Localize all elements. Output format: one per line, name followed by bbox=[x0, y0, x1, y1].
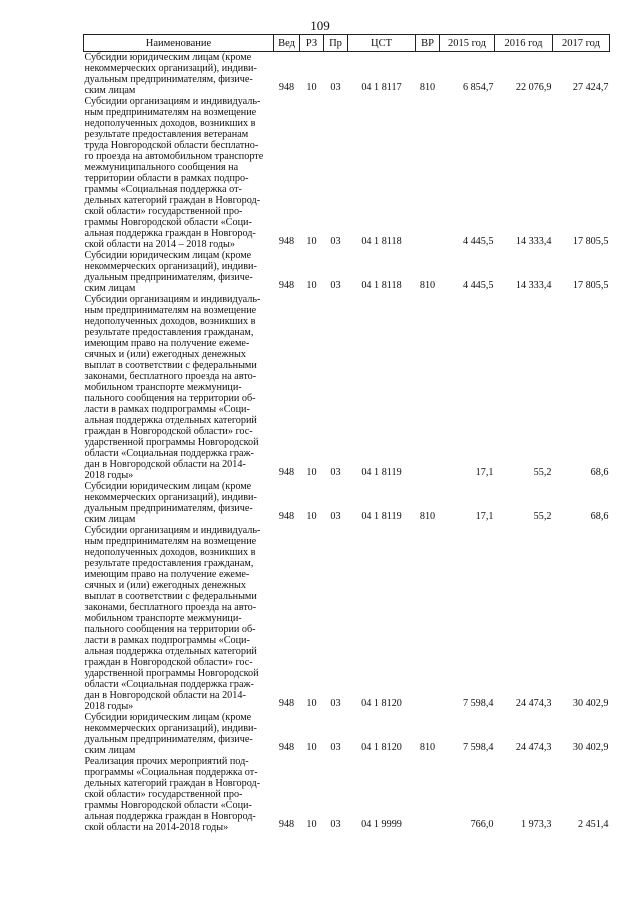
row-name-cell bbox=[84, 294, 274, 481]
row-name-line: сячных и (или) ежегодных денежных bbox=[84, 580, 246, 591]
row-cst: 04 1 9999 bbox=[361, 819, 402, 830]
row-name-line: граммы Новгородской области «Соци- bbox=[84, 217, 252, 228]
header-pr: Пр bbox=[324, 35, 348, 52]
row-name-line: Субсидии организациям и индивидуаль- bbox=[84, 96, 261, 107]
row-pr: 03 bbox=[330, 236, 341, 247]
row-amount-2016: 55,2 bbox=[533, 511, 552, 522]
row-name-line: выплат в соответствии с федеральными bbox=[84, 360, 257, 371]
row-ved: 948 bbox=[278, 82, 295, 93]
header-ved: Вед bbox=[274, 35, 300, 52]
row-name-line: пального сообщения на территории об- bbox=[84, 393, 256, 404]
row-name-line: мобильном транспорте межмуници- bbox=[84, 382, 242, 393]
row-rz: 10 bbox=[306, 236, 317, 247]
row-name-line: программы «Социальная поддержка от- bbox=[84, 767, 258, 778]
header-name: Наименование bbox=[84, 35, 274, 52]
row-pr: 03 bbox=[330, 280, 341, 291]
row-name-line: альная поддержка граждан в Новгород- bbox=[84, 811, 256, 822]
budget-table bbox=[83, 34, 610, 833]
row-name-line: 2018 годы» bbox=[84, 701, 134, 712]
header-2017: 2017 год bbox=[553, 35, 610, 52]
row-amount-2016: 24 474,3 bbox=[515, 698, 552, 709]
row-name-line: ударственной программы Новгородской bbox=[84, 437, 259, 448]
row-rz: 10 bbox=[306, 82, 317, 93]
row-amount-2016: 55,2 bbox=[533, 467, 552, 478]
row-cst: 04 1 8119 bbox=[361, 467, 402, 478]
row-cst: 04 1 8117 bbox=[361, 82, 402, 93]
row-name-line: ским лицам bbox=[84, 514, 136, 525]
row-name-line: ской области на 2014 – 2018 годы» bbox=[84, 239, 235, 250]
row-ved: 948 bbox=[278, 698, 295, 709]
row-rz: 10 bbox=[306, 280, 317, 291]
table-header-row bbox=[84, 35, 610, 52]
row-vr bbox=[416, 96, 440, 250]
row-name-line: ным предпринимателям на возмещение bbox=[84, 107, 257, 118]
row-name-line: дан в Новгородской области на 2014- bbox=[84, 690, 246, 701]
row-amount-2017: 17 805,5 bbox=[572, 280, 609, 291]
row-name-line: ласти в рамках подпрограммы «Соци- bbox=[84, 404, 250, 415]
row-name-cell bbox=[84, 52, 274, 97]
row-amount-2016: 1 973,3 bbox=[520, 819, 552, 830]
row-name-line: некоммерческих организаций), индиви- bbox=[84, 261, 257, 272]
row-name-line: ской области на 2014-2018 годы» bbox=[84, 822, 229, 833]
row-pr: 03 bbox=[330, 467, 341, 478]
row-name-line: ской области» государственной про- bbox=[84, 789, 243, 800]
row-name-line: го проезда на автомобильном транспорте bbox=[84, 151, 264, 162]
page-number: 109 bbox=[310, 18, 330, 33]
row-name-line: дуальным предпринимателям, физиче- bbox=[84, 272, 253, 283]
table-row bbox=[84, 294, 610, 481]
row-name-line: граждан в Новгородской области» гос- bbox=[84, 657, 253, 668]
row-name-line: некоммерческих организаций), индиви- bbox=[84, 723, 257, 734]
row-amount-2017: 68,6 bbox=[590, 467, 609, 478]
row-name-line: Субсидии юридическим лицам (кроме bbox=[84, 52, 252, 63]
row-name-line: результате предоставления гражданам, bbox=[84, 558, 254, 569]
row-name-line: альная поддержка отдельных категорий bbox=[84, 415, 257, 426]
row-vr: 810 bbox=[419, 511, 436, 522]
row-vr bbox=[416, 294, 440, 481]
row-pr: 03 bbox=[330, 698, 341, 709]
row-name-line: ударственной программы Новгородской bbox=[84, 668, 259, 679]
row-name-line: недополученных доходов, возникших в bbox=[84, 547, 256, 558]
row-name-line: ским лицам bbox=[84, 283, 136, 294]
row-name-line: имеющим право на получение ежеме- bbox=[84, 338, 250, 349]
row-name-line: мобильном транспорте межмуници- bbox=[84, 613, 242, 624]
row-amount-2015: 6 854,7 bbox=[462, 82, 494, 93]
table-row bbox=[84, 756, 610, 833]
row-cst: 04 1 8119 bbox=[361, 511, 402, 522]
row-name-line: 2018 годы» bbox=[84, 470, 134, 481]
row-amount-2016: 24 474,3 bbox=[515, 742, 552, 753]
row-name-cell bbox=[84, 756, 274, 833]
row-vr: 810 bbox=[419, 742, 436, 753]
header-vr: ВР bbox=[416, 35, 440, 52]
header-2015: 2015 год bbox=[440, 35, 495, 52]
row-amount-2015: 17,1 bbox=[475, 467, 494, 478]
row-name-line: законами, бесплатного проезда на авто- bbox=[84, 371, 257, 382]
row-name-line: ным предпринимателям на возмещение bbox=[84, 536, 257, 547]
row-name-line: территории области в рамках подпро- bbox=[84, 173, 249, 184]
table-row bbox=[84, 712, 610, 756]
row-name-line: некоммерческих организаций), индиви- bbox=[84, 492, 257, 503]
row-name-cell bbox=[84, 96, 274, 250]
row-name-line: Субсидии организациям и индивидуаль- bbox=[84, 525, 261, 536]
row-pr: 03 bbox=[330, 511, 341, 522]
row-cst: 04 1 8118 bbox=[361, 280, 402, 291]
table-row bbox=[84, 481, 610, 525]
row-pr: 03 bbox=[330, 819, 341, 830]
row-amount-2017: 30 402,9 bbox=[572, 698, 609, 709]
row-amount-2017: 2 451,4 bbox=[577, 819, 609, 830]
row-name-line: области «Социальная поддержка граж- bbox=[84, 679, 254, 690]
row-name-line: недополученных доходов, возникших в bbox=[84, 316, 256, 327]
row-rz: 10 bbox=[306, 819, 317, 830]
table-row bbox=[84, 250, 610, 294]
row-amount-2015: 7 598,4 bbox=[462, 698, 494, 709]
row-name-line: межмуниципального сообщения на bbox=[84, 162, 239, 173]
row-name-line: дельных категорий граждан в Новгород- bbox=[84, 778, 261, 789]
row-ved: 948 bbox=[278, 742, 295, 753]
row-pr: 03 bbox=[330, 742, 341, 753]
row-amount-2016: 14 333,4 bbox=[515, 280, 552, 291]
row-name-line: труда Новгородской области бесплатно- bbox=[84, 140, 259, 151]
row-name-line: граждан в Новгородской области» гос- bbox=[84, 426, 253, 437]
row-name-line: дуальным предпринимателям, физиче- bbox=[84, 503, 253, 514]
row-cst: 04 1 8118 bbox=[361, 236, 402, 247]
row-rz: 10 bbox=[306, 467, 317, 478]
table-row bbox=[84, 525, 610, 712]
row-name-line: граммы Новгородской области «Соци- bbox=[84, 800, 252, 811]
row-name-line: ласти в рамках подпрограммы «Соци- bbox=[84, 635, 250, 646]
row-amount-2017: 17 805,5 bbox=[572, 236, 609, 247]
row-pr: 03 bbox=[330, 82, 341, 93]
row-name-line: недополученных доходов, возникших в bbox=[84, 118, 256, 129]
row-name-line: результате предоставления гражданам, bbox=[84, 327, 254, 338]
row-amount-2015: 4 445,5 bbox=[462, 236, 494, 247]
row-name-line: Субсидии организациям и индивидуаль- bbox=[84, 294, 261, 305]
table-row bbox=[84, 96, 610, 250]
header-rz: РЗ bbox=[300, 35, 324, 52]
row-ved: 948 bbox=[278, 819, 295, 830]
row-name-line: дуальным предпринимателям, физиче- bbox=[84, 734, 253, 745]
row-amount-2015: 766,0 bbox=[470, 819, 494, 830]
row-name-line: выплат в соответствии с федеральными bbox=[84, 591, 257, 602]
header-2016: 2016 год bbox=[495, 35, 553, 52]
row-amount-2015: 7 598,4 bbox=[462, 742, 494, 753]
row-name-line: дан в Новгородской области на 2014- bbox=[84, 459, 246, 470]
row-name-cell bbox=[84, 712, 274, 756]
row-amount-2017: 30 402,9 bbox=[572, 742, 609, 753]
row-amount-2016: 22 076,9 bbox=[515, 82, 552, 93]
row-name-line: дуальным предпринимателям, физиче- bbox=[84, 74, 253, 85]
row-cst: 04 1 8120 bbox=[361, 698, 402, 709]
row-name-line: ской области» государственной про- bbox=[84, 206, 243, 217]
row-vr: 810 bbox=[419, 82, 436, 93]
row-name-line: результате предоставления ветеранам bbox=[84, 129, 249, 140]
row-amount-2015: 17,1 bbox=[475, 511, 494, 522]
row-name-line: Субсидии юридическим лицам (кроме bbox=[84, 712, 252, 723]
table-body bbox=[84, 52, 610, 834]
row-name-line: альная поддержка отдельных категорий bbox=[84, 646, 257, 657]
row-vr: 810 bbox=[419, 280, 436, 291]
row-name-line: области «Социальная поддержка граж- bbox=[84, 448, 254, 459]
row-name-line: Субсидии юридическим лицам (кроме bbox=[84, 481, 252, 492]
row-amount-2017: 68,6 bbox=[590, 511, 609, 522]
row-rz: 10 bbox=[306, 511, 317, 522]
row-name-line: имеющим право на получение ежеме- bbox=[84, 569, 250, 580]
row-rz: 10 bbox=[306, 698, 317, 709]
row-name-cell bbox=[84, 481, 274, 525]
row-name-line: ским лицам bbox=[84, 85, 136, 96]
row-name-cell bbox=[84, 250, 274, 294]
row-ved: 948 bbox=[278, 467, 295, 478]
row-vr bbox=[416, 525, 440, 712]
row-name-line: Субсидии юридическим лицам (кроме bbox=[84, 250, 252, 261]
row-name-line: дельных категорий граждан в Новгород- bbox=[84, 195, 261, 206]
row-ved: 948 bbox=[278, 511, 295, 522]
row-vr bbox=[416, 756, 440, 833]
row-name-line: ным предпринимателям на возмещение bbox=[84, 305, 257, 316]
row-name-line: пального сообщения на территории об- bbox=[84, 624, 256, 635]
row-ved: 948 bbox=[278, 280, 295, 291]
row-name-line: ским лицам bbox=[84, 745, 136, 756]
row-name-line: Реализация прочих мероприятий под- bbox=[84, 756, 249, 767]
row-name-line: граммы «Социальная поддержка от- bbox=[84, 184, 242, 195]
row-rz: 10 bbox=[306, 742, 317, 753]
row-amount-2017: 27 424,7 bbox=[572, 82, 609, 93]
row-name-line: сячных и (или) ежегодных денежных bbox=[84, 349, 246, 360]
row-name-cell bbox=[84, 525, 274, 712]
row-name-line: некоммерческих организаций), индиви- bbox=[84, 63, 257, 74]
row-cst: 04 1 8120 bbox=[361, 742, 402, 753]
header-cst: ЦСТ bbox=[348, 35, 416, 52]
row-amount-2015: 4 445,5 bbox=[462, 280, 494, 291]
row-amount-2016: 14 333,4 bbox=[515, 236, 552, 247]
table-row bbox=[84, 52, 610, 97]
row-name-line: альная поддержка граждан в Новгород- bbox=[84, 228, 256, 239]
row-ved: 948 bbox=[278, 236, 295, 247]
row-name-line: законами, бесплатного проезда на авто- bbox=[84, 602, 257, 613]
